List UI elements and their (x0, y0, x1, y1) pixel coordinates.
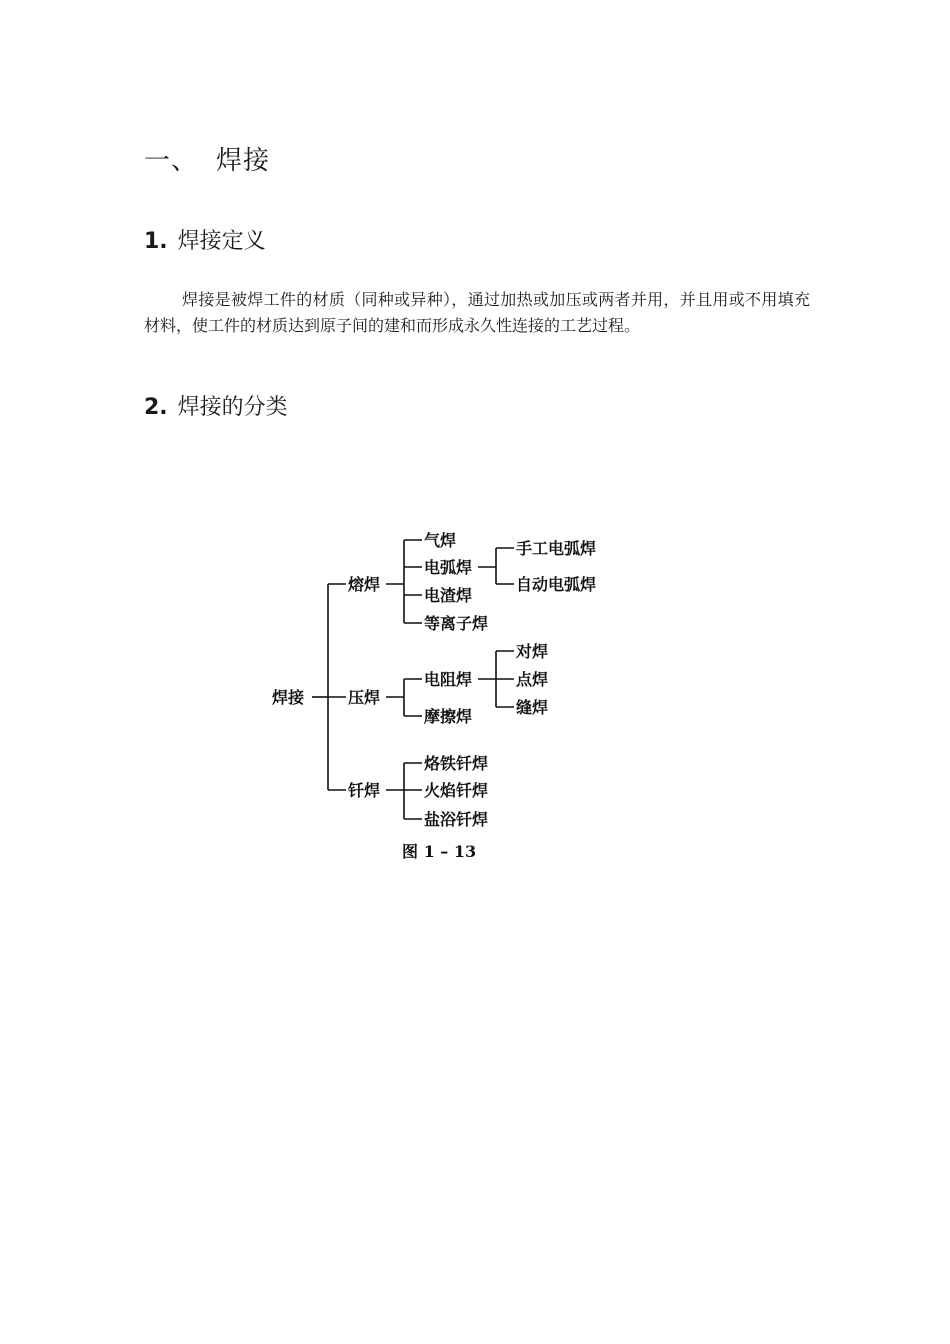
section-title: 焊接定义 (177, 229, 266, 254)
node-butt-welding: 对焊 (516, 642, 549, 661)
node-manual-arc-welding: 手工电弧焊 (516, 539, 597, 558)
node-gas-welding: 气焊 (424, 531, 457, 550)
section-title: 焊接的分类 (177, 395, 288, 420)
node-electroslag-welding: 电渣焊 (424, 586, 473, 605)
main-heading (144, 140, 270, 177)
node-resistance-welding: 电阻焊 (424, 670, 473, 689)
node-iron-brazing: 烙铁钎焊 (424, 754, 489, 773)
node-seam-welding: 缝焊 (516, 698, 549, 717)
node-plasma-welding: 等离子焊 (424, 614, 489, 633)
section-number: 2. (144, 395, 168, 420)
section-number: 1. (144, 229, 168, 254)
node-pressure-welding: 压焊 (348, 688, 381, 707)
tree-connectors (312, 540, 514, 819)
tree-diagram (260, 522, 640, 872)
node-arc-welding: 电弧焊 (424, 558, 473, 577)
node-flame-brazing: 火焰钎焊 (424, 781, 489, 800)
node-brazing: 钎焊 (348, 781, 381, 800)
node-root: 焊接 (272, 688, 305, 707)
node-spot-welding: 点焊 (516, 670, 549, 689)
node-fusion-welding: 熔焊 (348, 575, 381, 594)
welding-classification-diagram (260, 522, 640, 872)
section-heading-definition (144, 224, 266, 255)
node-friction-welding: 摩擦焊 (424, 707, 473, 726)
node-salt-bath-brazing: 盐浴钎焊 (424, 810, 489, 829)
section-heading-classification (144, 390, 288, 421)
main-heading-number: 一、 (144, 146, 199, 176)
definition-paragraph: 焊接是被焊工件的材质（同种或异种），通过加热或加压或两者并用，并且用或不用填充材料，使工件的材质达到原子间的建和而形成永久性连接的工艺过程。 (144, 290, 810, 335)
figure-caption: 图 1 – 13 (402, 842, 477, 861)
main-heading-title: 焊接 (216, 146, 271, 176)
node-automatic-arc-welding: 自动电弧焊 (516, 575, 597, 594)
